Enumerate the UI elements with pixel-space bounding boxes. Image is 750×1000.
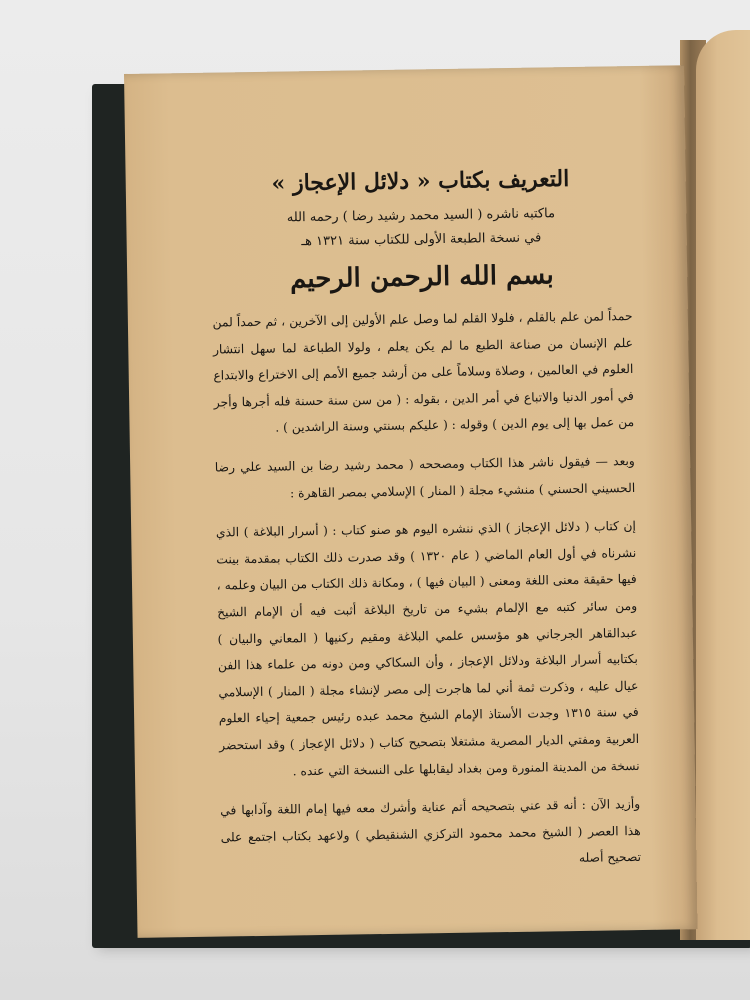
paragraph-3: إن كتاب ( دلائل الإعجاز ) الذي ننشره اليوم هو صنو كتاب : ( أسرار البلاغة ) الذي نشرناه في أول العام الماضي ( عام ١٣٢٠ ) وقد صدرت ذلك الكتاب بمقدمة بينت فيها حقيقة معنى اللغة ومعنى ( البيان فيها ) ، ومكانة ذلك الكتاب من البيان وعلمه ، ومن سائر كتبه مع الإلمام بشيء من تاريخ البلاغة أثبت فيه أن الإمام الشيخ عبدالقاهر الجرجاني هو مؤسس علمي البلاغة ومقيم ركنيها ( المعاني والبيان ) بكتابيه أسرار البلاغة ودلائل الإعجاز ، وأن السكاكي ومن دونه من علماء هذا الفن عيال عليه ، وذكرت ثمة أني لما هاجرت إلى مصر لإنشاء مجلة ( المنار ) الإسلامي في سنة ١٣١٥ وجدت الأستاذ الإمام الشيخ محمد عبده رئيس جمعية إحياء العلوم العربية ومفتي الديار المصرية مشتغلا بتصحيح كتاب ( دلائل الإعجاز ) وقد استحضر نسخة من المدينة المنورة ومن بغداد ليقابلها على النسخة التي عنده . (215, 519, 640, 778)
paragraph-2: وبعد — فيقول ناشر هذا الكتاب ومصححه ( محمد رشيد رضا بن السيد علي رضا الحسيني الحسني ) منشيء مجلة ( المنار ) الإسلامي بمصر القاهرة : (214, 453, 636, 500)
basmala: بسم الله الرحمن الرحيم (289, 260, 554, 295)
paragraph-1: حمداً لمن علم بالقلم ، فلولا القلم لما وصل علم الأولين إلى الآخرين ، ثم حمداً لمن علم الإنسان من صناعة الطبع ما لم يكن يعلم ، ولولا الطباعة لما سهل انتشار العلوم في العالمين ، وصلاة وسلاماً على من أرشد جميع الأمم إلى الاختراع والابتداع في أمور الدنيا والاتباع في أمر الدين ، بقوله : ( من سن سنة حسنة فله أجرها وأجر من عمل بها إلى يوم الدين ) وقوله : ( عليكم بسنتي وسنة الراشدين ) . (212, 308, 635, 435)
subtitle-line-1: ماكتبه ناشره ( السيد محمد رشيد رضا ) رحمه الله (286, 206, 556, 226)
page-title: التعريف بكتاب « دلائل الإعجاز » (271, 165, 570, 197)
paragraph-4: وأزيد الآن : أنه قد عني بتصحيحه أتم عناية وأشرك معه فيها إمام اللغة وآدابها في هذا العصر ( الشيخ محمد محمود التركزي الشنقيطي ) ولاعهد بكتاب اجتمع على تصحيح أصله (220, 797, 642, 866)
right-page-edge (696, 30, 750, 940)
subtitle-line-2: في نسخة الطبعة الأولى للكتاب سنة ١٣٢١ هـ (301, 230, 542, 250)
page-text-block (210, 155, 642, 942)
